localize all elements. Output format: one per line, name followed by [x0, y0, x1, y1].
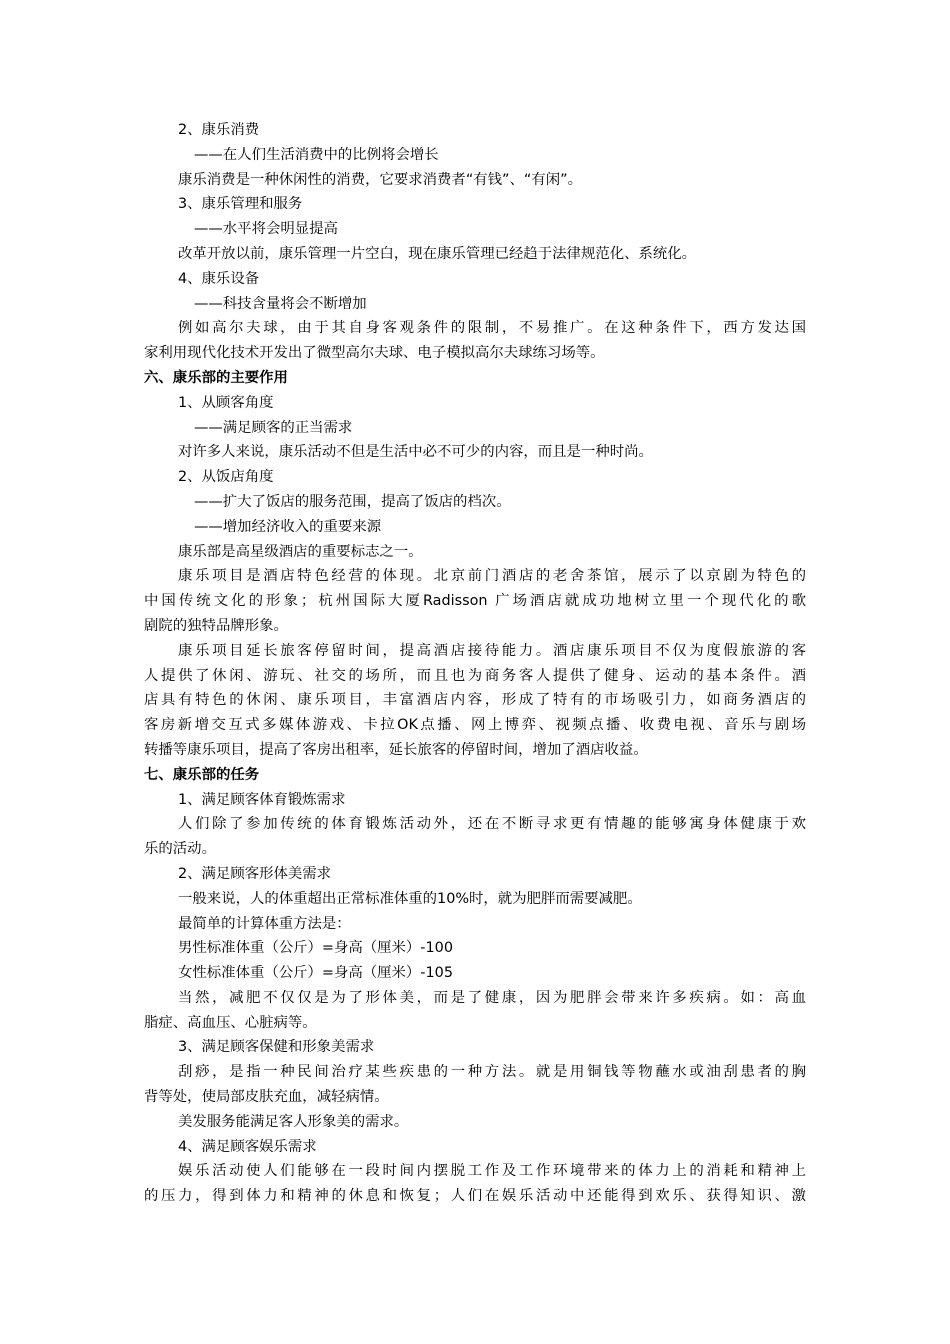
text-line: 美发服务能满足客人形象美的需求。 — [178, 1113, 409, 1130]
text-line: 3、康乐管理和服务 — [178, 196, 303, 213]
text-line: 人们除了参加传统的体育锻炼活动外，还在不断寻求更有情趣的能够寓身体健康于欢 — [178, 816, 806, 833]
section-heading: 七、康乐部的任务 — [144, 766, 260, 783]
text-line: 1、满足顾客体育锻炼需求 — [178, 791, 346, 808]
text-line: 最简单的计算体重方法是： — [178, 915, 351, 932]
text-line: 3、满足顾客保健和形象美需求 — [178, 1039, 375, 1056]
text-line: 人提供了休闲、游玩、社交的场所，而且也为商务客人提供了健身、运动的基本条件。酒 — [144, 667, 806, 684]
text-line: 2、康乐消费 — [178, 122, 260, 138]
text-line: ——扩大了饭店的服务范围，提高了饭店的档次。 — [194, 493, 511, 510]
text-line: 中国传统文化的形象；杭州国际大厦Radisson 广场酒店就成功地树立里一个现代化的歌 — [144, 593, 806, 610]
text-line: 康乐消费是一种休闲性的消费，它要求消费者“有钱”、“有闲”。 — [178, 171, 582, 188]
section-heading: 六、康乐部的主要作用 — [144, 369, 288, 386]
text-line: 一般来说，人的体重超出正常标准体重的10%时，就为肥胖而需要减肥。 — [178, 890, 642, 907]
text-line: 当然，减肥不仅仅是为了形体美，而是了健康，因为肥胖会带来许多疾病。如：高血 — [178, 989, 806, 1006]
text-line: 刮痧，是指一种民间治疗某些疾患的一种方法。就是用铜钱等物蘸水或油刮患者的胸 — [178, 1064, 806, 1081]
text-line: 店具有特色的休闲、康乐项目，丰富酒店内容，形成了特有的市场吸引力，如商务酒店的 — [144, 692, 806, 709]
text-line: 剧院的独特品牌形象。 — [144, 617, 288, 634]
text-line: 2、满足顾客形体美需求 — [178, 865, 332, 882]
text-line: 2、从饭店角度 — [178, 469, 274, 486]
text-line: ——水平将会明显提高 — [194, 221, 338, 238]
text-line: 例如高尔夫球，由于其自身客观条件的限制，不易推广。在这种条件下，西方发达国 — [178, 320, 806, 337]
text-line: 改革开放以前，康乐管理一片空白，现在康乐管理已经趋于法律规范化、系统化。 — [178, 245, 697, 262]
text-line: 客房新增交互式多媒体游戏、卡拉OK点播、网上博弈、视频点播、收费电视、音乐与剧场 — [144, 717, 806, 734]
text-line: ——在人们生活消费中的比例将会增长 — [194, 146, 439, 163]
text-line: 4、满足顾客娱乐需求 — [178, 1138, 317, 1155]
text-line: 乐的活动。 — [144, 841, 216, 858]
text-line: 4、康乐设备 — [178, 270, 260, 287]
text-line: 康乐部是高星级酒店的重要标志之一。 — [178, 543, 423, 560]
text-line: ——满足顾客的正当需求 — [194, 419, 353, 436]
text-line: 转播等康乐项目，提高了客房出租率，延长旅客的停留时间，增加了酒店收益。 — [144, 741, 648, 758]
text-line: 女性标准体重（公斤）=身高（厘米）-105 — [178, 965, 453, 982]
text-line: 家利用现代化技术开发出了微型高尔夫球、电子模拟高尔夫球练习场等。 — [144, 345, 605, 362]
text-line: 康乐项目是酒店特色经营的体现。北京前门酒店的老舍茶馆，展示了以京剧为特色的 — [178, 568, 806, 585]
text-line: 1、从顾客角度 — [178, 394, 274, 411]
text-line: ——增加经济收入的重要来源 — [194, 518, 382, 535]
document-page — [0, 118, 950, 1209]
text-line: ——科技含量将会不断增加 — [194, 295, 367, 312]
text-line: 对许多人来说，康乐活动不但是生活中必不可少的内容，而且是一种时尚。 — [178, 444, 653, 461]
text-line: 男性标准体重（公斤）=身高（厘米）-100 — [178, 940, 453, 957]
text-line: 的压力，得到体力和精神的休息和恢复；人们在娱乐活动中还能得到欢乐、获得知识、激 — [144, 1188, 806, 1205]
text-line: 背等处，使局部皮肤充血，减轻病情。 — [144, 1089, 389, 1106]
text-line: 康乐项目延长旅客停留时间，提高酒店接待能力。酒店康乐项目不仅为度假旅游的客 — [178, 642, 806, 659]
text-line: 娱乐活动使人们能够在一段时间内摆脱工作及工作环境带来的体力上的消耗和精神上 — [178, 1163, 806, 1180]
text-line: 脂症、高血压、心脏病等。 — [144, 1014, 317, 1031]
